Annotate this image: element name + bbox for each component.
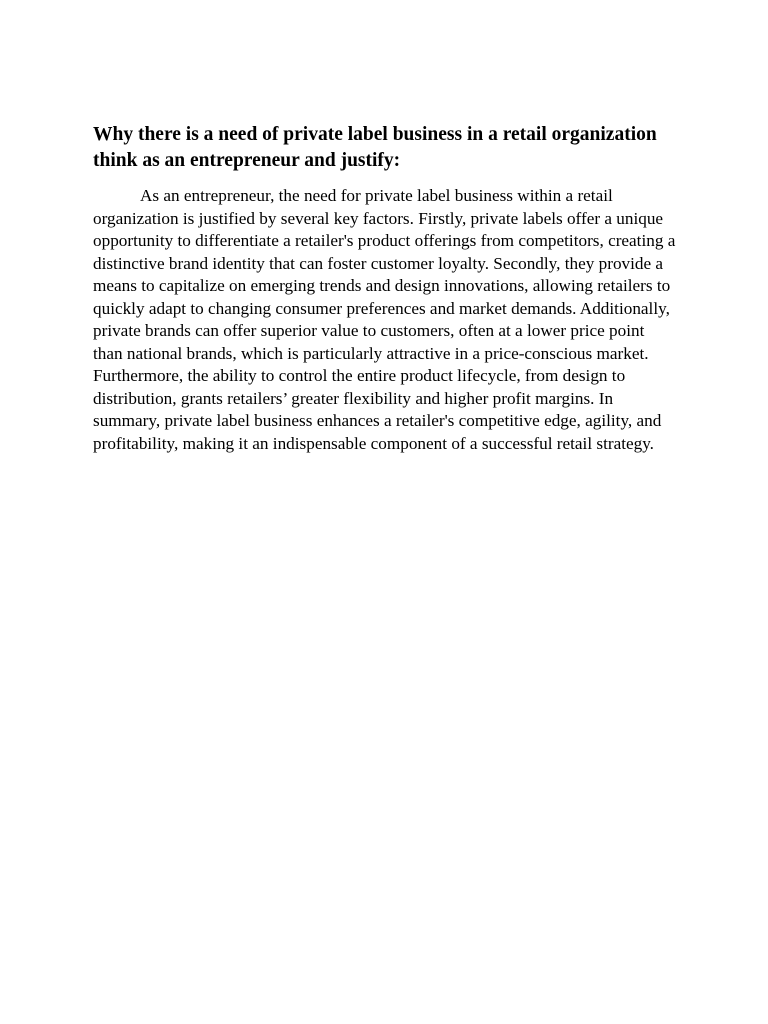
document-content <box>93 122 678 455</box>
document-heading: Why there is a need of private label business in a retail organization think as an entrepreneur and justify: <box>93 124 657 171</box>
document-paragraph: As an entrepreneur, the need for private label business within a retail organization is justified by several key factors. Firstly, private labels offer a unique opportunity to differentiate a retailer's product offerings from competitors, creating a distinctive brand identity that can foster customer loyalty. Secondly, they provide a means to capitalize on emerging trends and design innovations, allowing retailers to quickly adapt to changing consumer preferences and market demands. Additionally, private brands can offer superior value to customers, often at a lower price point than national brands, which is particularly attractive in a price-conscious market. Furthermore, the ability to control the entire product lifecycle, from design to distribution, grants retailers’ greater flexibility and higher profit margins. In summary, private label business enhances a retailer's competitive edge, agility, and profitability, making it an indispensable component of a successful retail strategy. <box>93 186 676 453</box>
